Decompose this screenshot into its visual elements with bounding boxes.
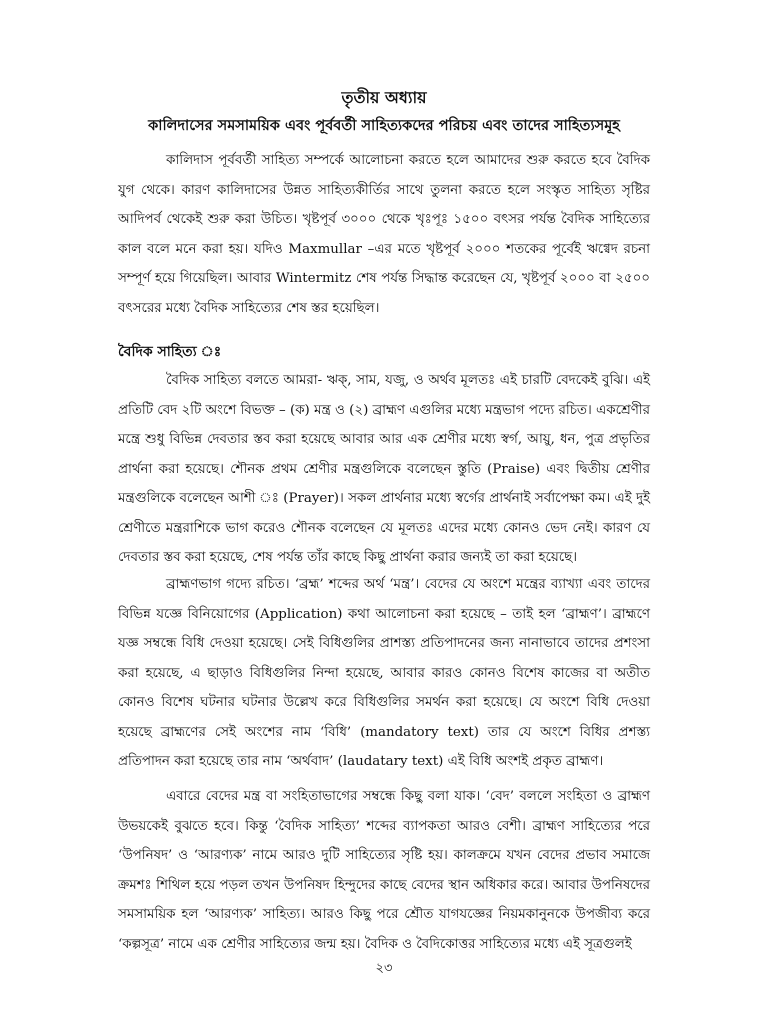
veda-samhita-paragraph: এবারে বেদের মন্ত্র বা সংহিতাভাগের সম্বন্ধে কিছু বলা যাক। ‘বেদ’ বললে সংহিতা ও ব্রাহ্মণ উভয়কেই বুঝতে হবে। কিন্তু ‘বৈদিক সাহিত্য’ শব্দের ব্যাপকতা আরও বেশী। ব্রাহ্মণ সাহিত্যের পরে ‘উপনিষদ’ ও ‘আরণ্যক’ নামে আরও দুটি সাহিত্যের সৃষ্টি হয়। কালক্রমে যখন বেদের প্রভাব সমাজে ক্রমশঃ শিথিল হয়ে পড়ল তখন উপনিষদ হিন্দুদের কাছে বেদের স্থান অধিকার করে। আবার উপনিষদের সমসাময়িক হল ‘আরণ্যক’ সাহিত্য। আরও কিছু পরে শ্রৌত যাগযজ্ঞের নিয়মকানুনকে উপজীব্য করে ‘কল্পসূত্র’ নামে এক শ্রেণীর সাহিত্যের জন্ম হয়। বৈদিক ও বৈদিকোত্তর সাহিত্যের মধ্যে এই সূত্রগুলই <box>118 789 650 952</box>
chapter-subtitle: কালিদাসের সমসাময়িক এবং পূর্ববর্তী সাহিত্যকদের পরিচয় এবং তাদের সাহিত্যসমূহ <box>148 117 620 134</box>
section-heading-vedic-literature: বৈদিক সাহিত্য ঃ <box>118 344 222 360</box>
page-number: ২৩ <box>375 961 393 976</box>
vedic-literature-paragraph: বৈদিক সাহিত্য বলতে আমরা- ঋক্‌, সাম, যজু, ও অর্থব মূলতঃ এই চারটি বেদকেই বুঝি। এই প্রতিটি বেদ ২টি অংশে বিভক্ত – (ক) মন্ত্র ও (২) ব্রাহ্মণ এগুলির মধ্যে মন্ত্রভাগ পদ্যে রচিত। একশ্রেণীর মন্ত্রে শুধু বিভিন্ন দেবতার স্তব করা হয়েছে আবার আর এক শ্রেণীর মধ্যে স্বর্গ, আয়ু, ধন, পুত্র প্রভৃতির প্রার্থনা করা হয়েছে। শৌনক প্রথম শ্রেণীর মন্ত্রগুলিকে বলেছেন স্তুতি (Praise) এবং দ্বিতীয় শ্রেণীর মন্ত্রগুলিকে বলেছেন আশী ঃ (Prayer)। সকল প্রার্থনার মধ্যে স্বর্গের প্রার্থনাই সর্বাপেক্ষা কম। এই দুই শ্রেণীতে মন্ত্ররাশিকে ভাগ করেও শৌনক বলেছেন যে মূলতঃ এদের মধ্যে কোনও ভেদ নেই। কারণ যে দেবতার স্তব করা হয়েছে, শেষ পর্যন্ত তাঁর কাছে কিছু প্রার্থনা করার জন্যই তা করা হয়েছে। <box>118 373 650 565</box>
chapter-title: তৃতীয় অধ্যায় <box>341 88 427 107</box>
brahmana-paragraph: ব্রাহ্মণভাগ গদ্যে রচিত। ‘ব্রহ্ম’ শব্দের অর্থ ‘মন্ত্র’। বেদের যে অংশে মন্ত্রের ব্যাখ্যা এবং তাদের বিভিন্ন যজ্ঞে বিনিয়োগের (Application) কথা আলোচনা করা হয়েছে – তাই হল ‘ব্রাহ্মণ’। ব্রাহ্মণে যজ্ঞ সম্বন্ধে বিধি দেওয়া হয়েছে। সেই বিধিগুলির প্রাশস্ত্য প্রতিপাদনের জন্য নানাভাবে তাদের প্রশংসা করা হয়েছে, এ ছাড়াও বিধিগুলির নিন্দা হয়েছে, আবার কারও কোনও বিশেষ কাজের বা অতীত কোনও বিশেষ ঘটনার ঘটনার উল্লেখ করে বিধিগুলির সমর্থন করা হয়েছে। যে অংশে বিধি দেওয়া হয়েছে ব্রাহ্মণের সেই অংশের নাম ‘বিধি’ (mandatory text) তার যে অংশে বিধির প্রশস্ত্য প্রতিপাদন করা হয়েছে তার নাম ‘অর্থবাদ’ (laudatary text) এই বিধি অংশই প্রকৃত ব্রাহ্মণ। <box>118 577 650 769</box>
intro-paragraph: কালিদাস পূর্ববর্তী সাহিত্য সম্পর্কে আলোচনা করতে হলে আমাদের শুরু করতে হবে বৈদিক যুগ থেকে। কারণ কালিদাসের উন্নত সাহিত্যকীর্তির সাথে তুলনা করতে হলে সংস্কৃত সাহিত্য সৃষ্টির আদিপর্ব থেকেই শুরু করা উচিত। খৃষ্টপূর্ব ৩০০০ থেকে খৃঃপূঃ ১৫০০ বৎসর পর্যন্ত বৈদিক সাহিত্যের কাল বলে মনে করা হয়। যদিও Maxmullar –এর মতে খৃষ্টপূর্ব ২০০০ শতকের পূর্বেই ঋগ্বেদ রচনা সম্পূর্ণ হয়ে গিয়েছিল। আবার Wintermitz শেষ পর্যন্ত সিদ্ধান্ত করেছেন যে, খৃষ্টপূর্ব ২০০০ বা ২৫০০ বৎসরের মধ্যে বৈদিক সাহিত্যের শেষ স্তর হয়েছিল। <box>118 153 650 316</box>
